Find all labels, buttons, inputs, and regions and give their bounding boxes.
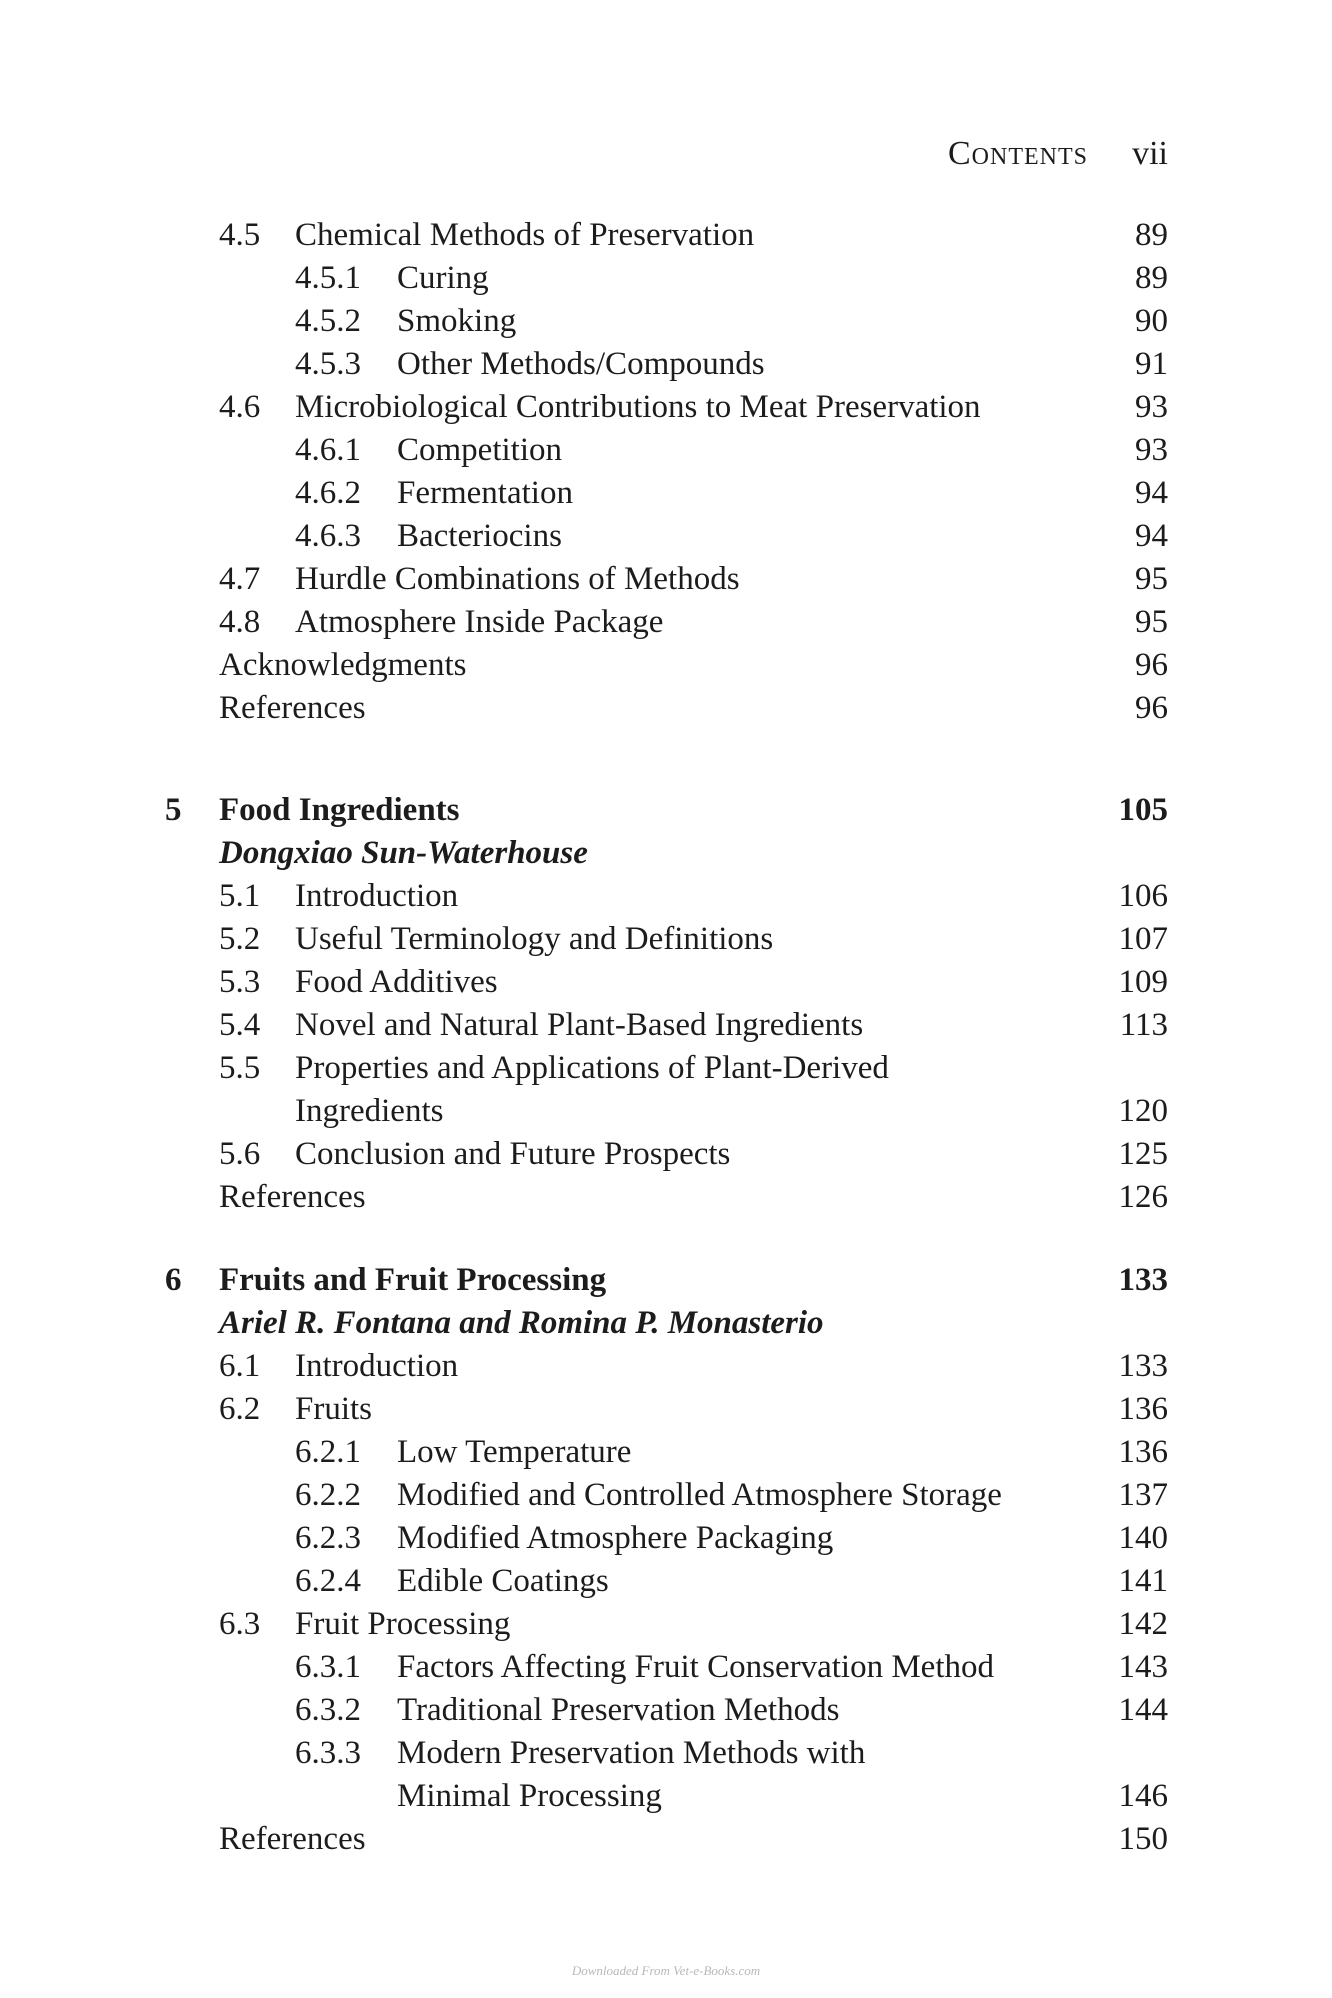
- toc-entry[interactable]: 6.3.2 Traditional Preservation Methods 144: [295, 1692, 1168, 1728]
- toc-entry[interactable]: 6.3 Fruit Processing 142: [219, 1606, 1168, 1642]
- toc-entry[interactable]: 4.8 Atmosphere Inside Package 95: [219, 604, 1168, 640]
- toc-entry[interactable]: 4.6 Microbiological Contributions to Meat Preservation 93: [219, 389, 1168, 425]
- toc-entry[interactable]: 4.7 Hurdle Combinations of Methods 95: [219, 561, 1168, 597]
- toc-entry-references[interactable]: References 150: [219, 1821, 1168, 1857]
- chapter-author: Ariel R. Fontana and Romina P. Monasterio: [219, 1305, 824, 1341]
- toc-entry[interactable]: 5.6 Conclusion and Future Prospects 125: [219, 1136, 1168, 1172]
- header-page-number: vii: [1132, 135, 1168, 172]
- toc-entry[interactable]: 4.6.3 Bacteriocins 94: [295, 518, 1168, 554]
- toc-entry[interactable]: 6.3.1 Factors Affecting Fruit Conservation Method 143: [295, 1649, 1168, 1685]
- toc-entry[interactable]: 4.6.2 Fermentation 94: [295, 475, 1168, 511]
- toc-entry-references[interactable]: References 126: [219, 1179, 1168, 1215]
- toc-entry[interactable]: 5.2 Useful Terminology and Definitions 107: [219, 921, 1168, 957]
- toc-entry[interactable]: 6.2.4 Edible Coatings 141: [295, 1563, 1168, 1599]
- toc-entry-continuation[interactable]: Minimal Processing 146: [397, 1778, 1168, 1814]
- toc-entry[interactable]: 4.5 Chemical Methods of Preservation 89: [219, 217, 1168, 253]
- toc-entry[interactable]: 4.5.3 Other Methods/Compounds 91: [295, 346, 1168, 382]
- toc-entry[interactable]: 6.2.1 Low Temperature 136: [295, 1434, 1168, 1470]
- toc-entry[interactable]: 5.5 Properties and Applications of Plant-Derived: [219, 1050, 889, 1086]
- chapter-heading[interactable]: 6 Fruits and Fruit Processing 133: [165, 1262, 1168, 1298]
- toc-entry-references[interactable]: References 96: [219, 690, 1168, 726]
- toc-entry[interactable]: 5.4 Novel and Natural Plant-Based Ingredients 113: [219, 1007, 1168, 1043]
- toc-entry[interactable]: 5.3 Food Additives 109: [219, 964, 1168, 1000]
- toc-entry[interactable]: 5.1 Introduction 106: [219, 878, 1168, 914]
- watermark: Downloaded From Vet-e-Books.com: [571, 1963, 761, 1978]
- header-label: Contents: [947, 135, 1088, 172]
- toc-entry[interactable]: 4.6.1 Competition 93: [295, 432, 1168, 468]
- toc-entry[interactable]: 6.1 Introduction 133: [219, 1348, 1168, 1384]
- toc-entry[interactable]: 6.2 Fruits 136: [219, 1391, 1168, 1427]
- toc-entry-continuation[interactable]: Ingredients 120: [295, 1093, 1168, 1129]
- toc-entry[interactable]: 6.2.2 Modified and Controlled Atmosphere Storage 137: [295, 1477, 1168, 1513]
- running-header: [0, 132, 1168, 176]
- toc-entry[interactable]: 6.2.3 Modified Atmosphere Packaging 140: [295, 1520, 1168, 1556]
- toc-entry[interactable]: 4.5.2 Smoking 90: [295, 303, 1168, 339]
- toc-entry[interactable]: 4.5.1 Curing 89: [295, 260, 1168, 296]
- toc-entry[interactable]: 6.3.3 Modern Preservation Methods with: [295, 1735, 866, 1771]
- chapter-author: Dongxiao Sun-Waterhouse: [219, 835, 588, 871]
- chapter-heading[interactable]: 5 Food Ingredients 105: [165, 792, 1168, 828]
- toc-entry-acknowledgments[interactable]: Acknowledgments 96: [219, 647, 1168, 683]
